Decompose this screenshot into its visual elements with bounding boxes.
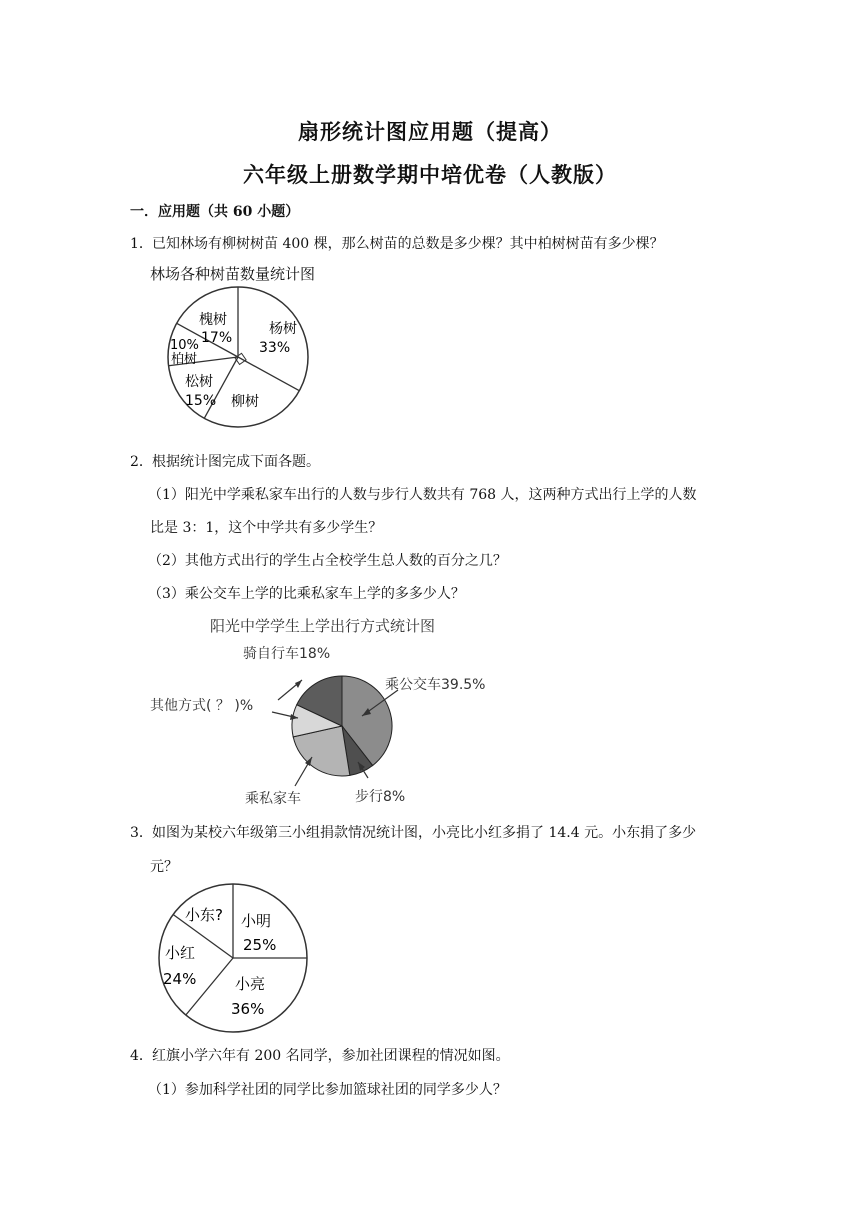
- slice-label: 小亮: [235, 975, 266, 993]
- question-part: （3）乘公交车上学的比乘私家车上学的多多少人？: [148, 586, 465, 602]
- question-text: 如图为某校六年级第三小组捐款情况统计图，小亮比小红多捐了 14.4 元。小东捐了多少: [152, 825, 697, 841]
- question-text: 红旗小学六年有 200 名同学，参加社团课程的情况如图。: [152, 1048, 510, 1064]
- question-text: 根据统计图完成下面各题。: [152, 454, 320, 470]
- question-number: 1．: [130, 236, 153, 252]
- slice-label: 乘私家车: [245, 791, 301, 807]
- question-number: 3．: [130, 825, 153, 841]
- slice-label: 小红: [165, 944, 196, 962]
- slice-value: 36%: [231, 1000, 265, 1018]
- slice-label: 骑自行车18%: [243, 646, 331, 662]
- slice-label: 其他方式( ？ )%: [150, 698, 254, 714]
- section-heading: 一．应用题（共 60 小题）: [130, 204, 300, 220]
- slice-label: 柏树: [171, 352, 198, 367]
- question-part: 比是 3：1，这个中学共有多少学生？: [150, 520, 383, 536]
- slice-value: 15%: [185, 393, 217, 409]
- donation-pie-chart: [155, 880, 315, 1040]
- question-part: （2）其他方式出行的学生占全校学生总人数的百分之几？: [148, 553, 507, 569]
- question-number: 2．: [130, 454, 153, 470]
- slice-label: 小东?: [185, 906, 223, 924]
- slice-label: 乘公交车39.5%: [385, 677, 486, 693]
- tree-pie-chart: [155, 285, 325, 445]
- slice-label: 杨树: [269, 321, 297, 337]
- chart-title: 林场各种树苗数量统计图: [150, 265, 316, 283]
- slice-label: 槐树: [199, 312, 227, 328]
- slice-label: 小明: [241, 912, 272, 930]
- question-number: 4．: [130, 1048, 153, 1064]
- page-subtitle: 六年级上册数学期中培优卷（人教版）: [243, 162, 617, 187]
- slice-label: 柳树: [231, 394, 259, 410]
- slice-value: 17%: [201, 330, 233, 346]
- travel-pie-chart: [140, 640, 520, 810]
- question-text-continued: 元？: [150, 859, 178, 875]
- question-part: （1）参加科学社团的同学比参加篮球社团的同学多少人？: [148, 1082, 507, 1098]
- slice-label: 步行8%: [355, 789, 406, 805]
- arrow-head: [295, 680, 302, 688]
- slice-label: 松树: [185, 374, 213, 390]
- chart-title: 阳光中学学生上学出行方式统计图: [210, 617, 436, 635]
- slice-value: 10%: [170, 338, 199, 353]
- question-text: 已知林场有柳树树苗 400 棵，那么树苗的总数是多少棵？其中柏树树苗有多少棵？: [152, 236, 664, 252]
- slice-value: 33%: [259, 340, 291, 356]
- page-title: 扇形统计图应用题（提高）: [298, 119, 562, 144]
- question-part: （1）阳光中学乘私家车出行的人数与步行人数共有 768 人，这两种方式出行上学的人数: [148, 487, 697, 503]
- slice-value: 25%: [243, 936, 277, 954]
- slice-value: 24%: [163, 970, 197, 988]
